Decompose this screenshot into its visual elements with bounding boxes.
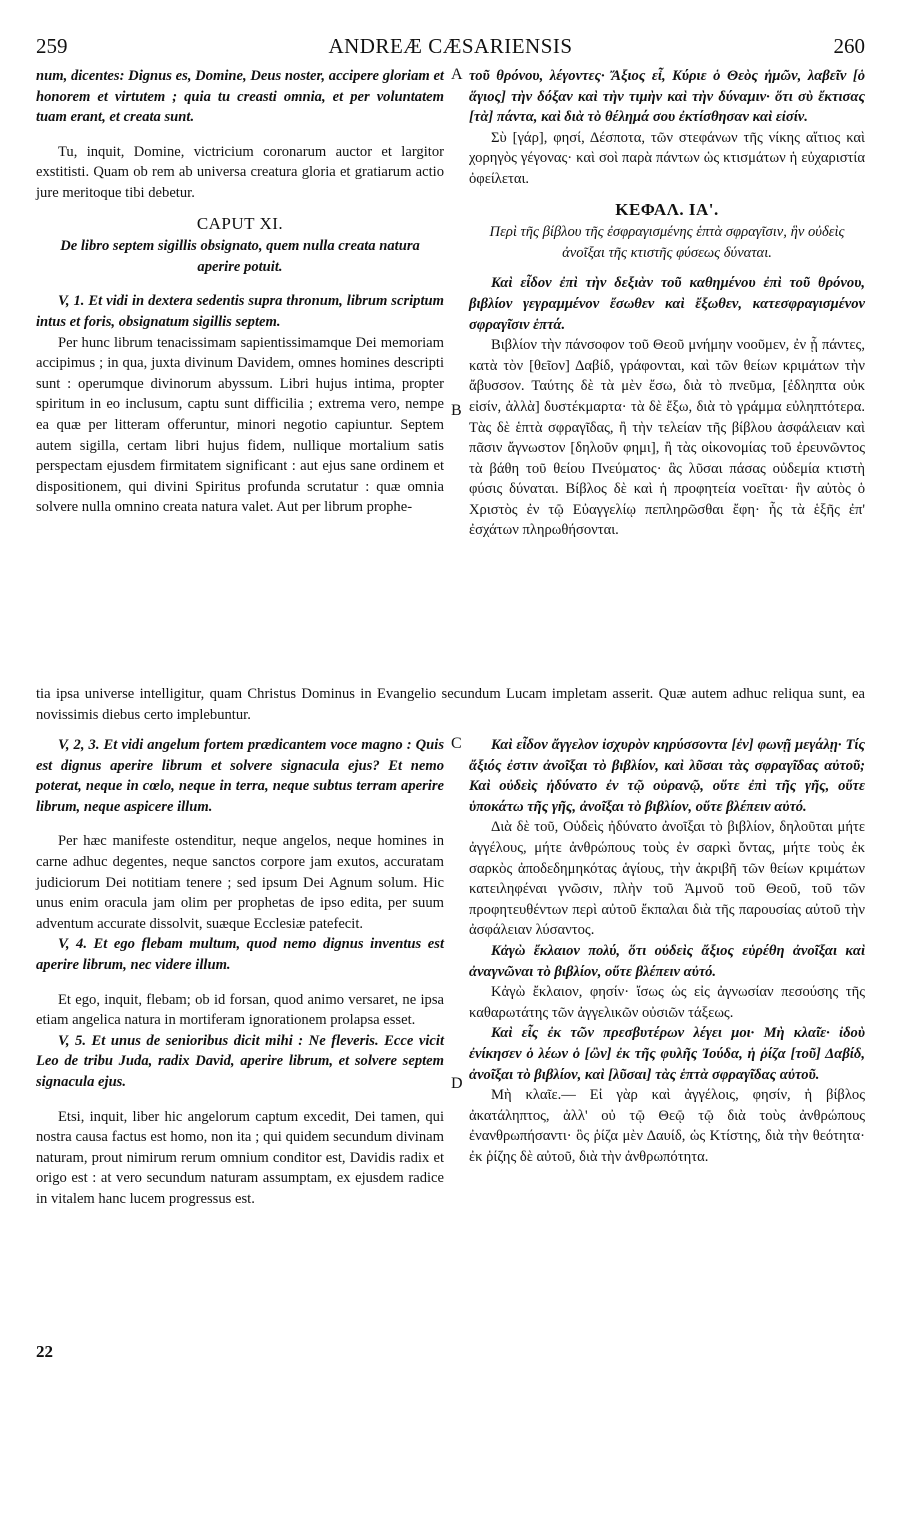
greek-verse-4: Κἀγὼ ἔκλαιον πολύ, ὅτι οὐδεὶς ἄξιος εὑρέθη ἀνοῖξαι καὶ ἀναγνῶναι τὸ βιβλίον, οὔτε βλέπειν αὐτό. [469,942,865,980]
margin-letter-a: A [451,66,463,83]
latin-paragraph-1: Tu, inquit, Domine, victricium coronarum auctor et largitor exstitisti. Quam ob rem ab universa creatura gloria et gratiarum actio jure meritoque tibi debetur. [36,143,444,201]
greek-verse-1: Καὶ εἶδον ἐπὶ τὴν δεξιὰν τοῦ καθημένου ἐπὶ τοῦ θρόνου, βιβλίον γεγραμμένον ἔσωθεν καὶ ἔξωθεν, κατεσφραγισμένον σφραγῖσιν ἑπτά. [469,275,865,333]
running-title: ANDREÆ CÆSARIENSIS [328,34,573,58]
margin-letter-d: D [451,1075,463,1092]
full-width-paragraph: tia ipsa universe intelligitur, quam Christus Dominus in Evangelio secundum Lucam impletam asserit. Quæ autem adhuc reliqua sunt, ea novissimis diebus certo implebuntur. [36,686,865,723]
latin-top-quote: num, dicentes: Dignus es, Domine, Deus noster, accipere gloriam et honorem et virtutem ; quia tu creasti omnia, et per voluntatem tuam erant, et creata sunt. [36,68,444,126]
latin-chapter-title: CAPUT XI. [196,213,284,233]
margin-letter-b: B [451,402,462,419]
greek-paragraph-6: Μὴ κλαῖε.— Εἰ γὰρ καὶ ἀγγέλοις, φησίν, ἡ βίβλος ἀκατάληπτος, ἀλλ' οὐ τῷ Θεῷ τῷ διὰ τοὺς ἀνθρώπους ἐνανθρωπήσαντι· ὃς ῥίζα μὲν Δαυίδ, ὡς Κτίστης, διὰ τὴν θεότητα· ἐκ ῥίζης δὲ αὐτοῦ, διὰ τὴν ἀνθρωπότητα. [469,1087,865,1165]
greek-verse-5: Καὶ εἷς ἐκ τῶν πρεσβυτέρων λέγει μοι· Μὴ κλαῖε· ἰδοὺ ἐνίκησεν ὁ λέων ὁ [ὢν] ἐκ τῆς φυλῆς Ἰούδα, ἡ ῥίζα [τοῦ] Δαβίδ, ἀνοῖξαι τὸ βιβλίον, καὶ [λῦσαι] τὰς ἑπτὰ σφραγῖδας αὐτοῦ. [469,1025,865,1083]
latin-verse-2: V, 2, 3. Et vidi angelum fortem prædicantem voce magno : Quis est dignus aperire librum et solvere signacula ejus? Et nemo poterat, neque in cœlo, neque in terra, neque subtus terram aperire librum, neque aspicere illum. [36,737,444,815]
page-number-left: 259 [36,34,68,58]
margin-letter-c: C [451,735,462,752]
latin-chapter-subtitle: De libro septem sigillis obsignato, quem nulla creata natura aperire potuit. [60,238,420,275]
page-number-right: 260 [833,34,865,58]
greek-top-quote: τοῦ θρόνου, λέγοντες· Ἄξιος εἶ, Κύριε ὁ Θεὸς ἡμῶν, λαβεῖν [ὁ ἅγιος] τὴν δόξαν καὶ τὴν τιμὴν καὶ τὴν δύναμιν· ὅτι σὺ ἔκτισας [τὰ] πάντα, καὶ διὰ τὸ θέλημά σου ἐκτίσθησαν καὶ εἰσίν. [469,68,865,126]
latin-verse-4: V, 4. Et ego flebam multum, quod nemo dignus inventus est aperire librum, nec videre illum. [36,936,444,973]
greek-paragraph-5: Κἀγὼ ἔκλαιον, φησίν· ἴσως ὡς εἰς ἀγνωσίαν πεσούσης τῆς καθαρωτάτης τῶν ἀγγελικῶν οὐσιῶν τάξεως. [469,984,865,1021]
left-column-top [36,66,444,518]
latin-paragraph-6: Etsi, inquit, liber hic angelorum captum excedit, Dei tamen, qui nostra causa factus est homo, non ita ; qui quidem secundum divinam naturam, prout nimirum rerum omnium conditor est, Davidis radix et origo est : at vero secundum naturam assumptam, ex ejusdem radice in vitalem hanc lucem progressus est. [36,1108,444,1207]
latin-paragraph-4: Per hæc manifeste ostenditur, neque angelos, neque homines in carne adhuc degentes, neque sanctos corpore jam exutos, accuratam judiciorum Dei notitiam tenere ; sed ipsum Dei Agnum solum. Hic unus enim oracula jam olim per prophetas de ipso edita, per suum adventum accurate dissolvit, suæque Ecclesiæ patefecit. [36,833,444,932]
page-header [36,32,865,60]
latin-verse-5: V, 5. Et unus de senioribus dicit mihi : Ne fleveris. Ecce vicit Leo de tribu Juda, radix David, aperire librum, et solvere septem signacula ejus. [36,1032,444,1090]
greek-verse-2: Καὶ εἶδον ἄγγελον ἰσχυρὸν κηρύσσοντα [ἐν] φωνῇ μεγάλῃ· Τίς ἄξιός ἐστιν ἀνοῖξαι τὸ βιβλίον, καὶ λῦσαι τὰς σφραγῖδας αὐτοῦ; Καὶ οὐδεὶς ἠδύνατο ἐν τῷ οὐρανῷ, οὔτε ἐπὶ τῆς γῆς, οὔτε ὑποκάτω τῆς γῆς, ἀνοῖξαι τὸ βιβλίον, οὔτε βλέπειν αὐτό. [469,737,865,815]
latin-verse-1: V, 1. Et vidi in dextera sedentis supra thronum, librum scriptum intus et foris, obsignatum sigillis septem. [36,293,444,330]
right-column-bottom [469,735,865,1167]
left-column-bottom [36,735,444,1209]
latin-paragraph-5: Et ego, inquit, flebam; ob id forsan, quod animo versaret, ne ipsa etiam angelica natura in mortiferam ignorationem prolapsa esset. [36,991,444,1029]
right-column-top [469,66,865,541]
greek-paragraph-2: Βιβλίον τὴν πάνσοφον τοῦ Θεοῦ μνήμην νοοῦμεν, ἐν ᾗ πάντες, κατὰ τὸν [θεῖον] Δαβίδ, γράφονται, καὶ τῶν θείων κριμάτων τὴν ἄβυσσον. Ταύτης δὲ τὰ μὲν ἔσω, διὰ τὸ πνεῦμα, [ἐδληπτα οὐκ εἰσίν, ἀλλὰ] δυστέκμαρτα· τὰ δὲ ἔξω, διὰ τὸ γράμμα εὐληπτότερα. Τὰς δὲ ἑπτὰ σφραγῖδας, ἢ τὴν τελείαν τῆς βίβλου ἀσφάλειαν καὶ πᾶσιν ἄγνωστον [δηλοῦν φημι], ἢ τὰς οἰκονομίας τοῦ ἐρευνῶντος τὰ βάθη τοῦ θείου Πνεύματος· ἃς λῦσαι πάσας οὐδεμία κτιστὴ φύσις δύναται. Βίβλος δὲ καὶ ἡ προφητεία νοεῖται· ἣν αὐτὸς ὁ Χριστὸς ἐν τῷ Εὐαγγελίῳ πεπληρῶσθαι ἔφη· ἧς τὰ ἑξῆς ἐπ' ἐσχάτων πληρωθήσονται. [469,337,865,539]
greek-chapter-subtitle: Περὶ τῆς βίβλου τῆς ἐσφραγισμένης ἑπτὰ σφραγῖσιν, ἣν οὐδεὶς ἀνοῖξαι τῆς κτιστῆς φύσεως δύναται. [489,224,845,261]
latin-paragraph-2: Per hunc librum tenacissimam sapientissimamque Dei memoriam accipimus ; in qua, juxta divinum Davidem, omnes homines descripti sunt : operumque divinorum abyssum. Libri hujus intima, propter spiritum in eo inclusum, captu sunt difficilia ; extrema vero, nempe ea quæ per litteram offeruntur, minori negotio capiuntur. Septem autem sigilla, certam libri hujus fidem, nullique mortalium satis perspectam ejusdem firmitatem significant : aut ejus sane ordinem et dispositionem, qui divini Spiritus profunda scrutatur : quæ omnia solvere nulla omnino creata natura valet. Aut per librum prophe- [36,334,444,516]
signature-mark: 22 [36,1342,53,1361]
greek-paragraph-1: Σὺ [γάρ], φησί, Δέσποτα, τῶν στεφάνων τῆς νίκης αἴτιος καὶ χορηγὸς γέγονας· καὶ σοὶ παρὰ πάντων ὡς κτισμάτων ἡ εὐχαριστία ὀφείλεται. [469,129,865,187]
greek-chapter-title: ΚΕΦΑΛ. ΙΑ'. [615,199,719,219]
greek-paragraph-4: Διὰ δὲ τοῦ, Οὐδεὶς ἠδύνατο ἀνοῖξαι τὸ βιβλίον, δηλοῦται μήτε ἀγγέλους, μήτε ἀνθρώπους τοὺς ἐν σαρκὶ ὄντας, μήτε τοὺς ἐκ σαρκὸς ἀποδεδημηκότας ἁγίους, τὴν ἀκριβῆ τῶν θείων κριμάτων κατειληφέναι γνῶσιν, πλὴν τοῦ Ἀμνοῦ τοῦ Θεοῦ, τοῦ τῶν προφητευθέντων περὶ αὐτοῦ ἔκπαλαι διὰ τῆς παρουσίας αὐτοῦ τὴν ἀσφάλειαν λύσαντος. [469,819,865,939]
